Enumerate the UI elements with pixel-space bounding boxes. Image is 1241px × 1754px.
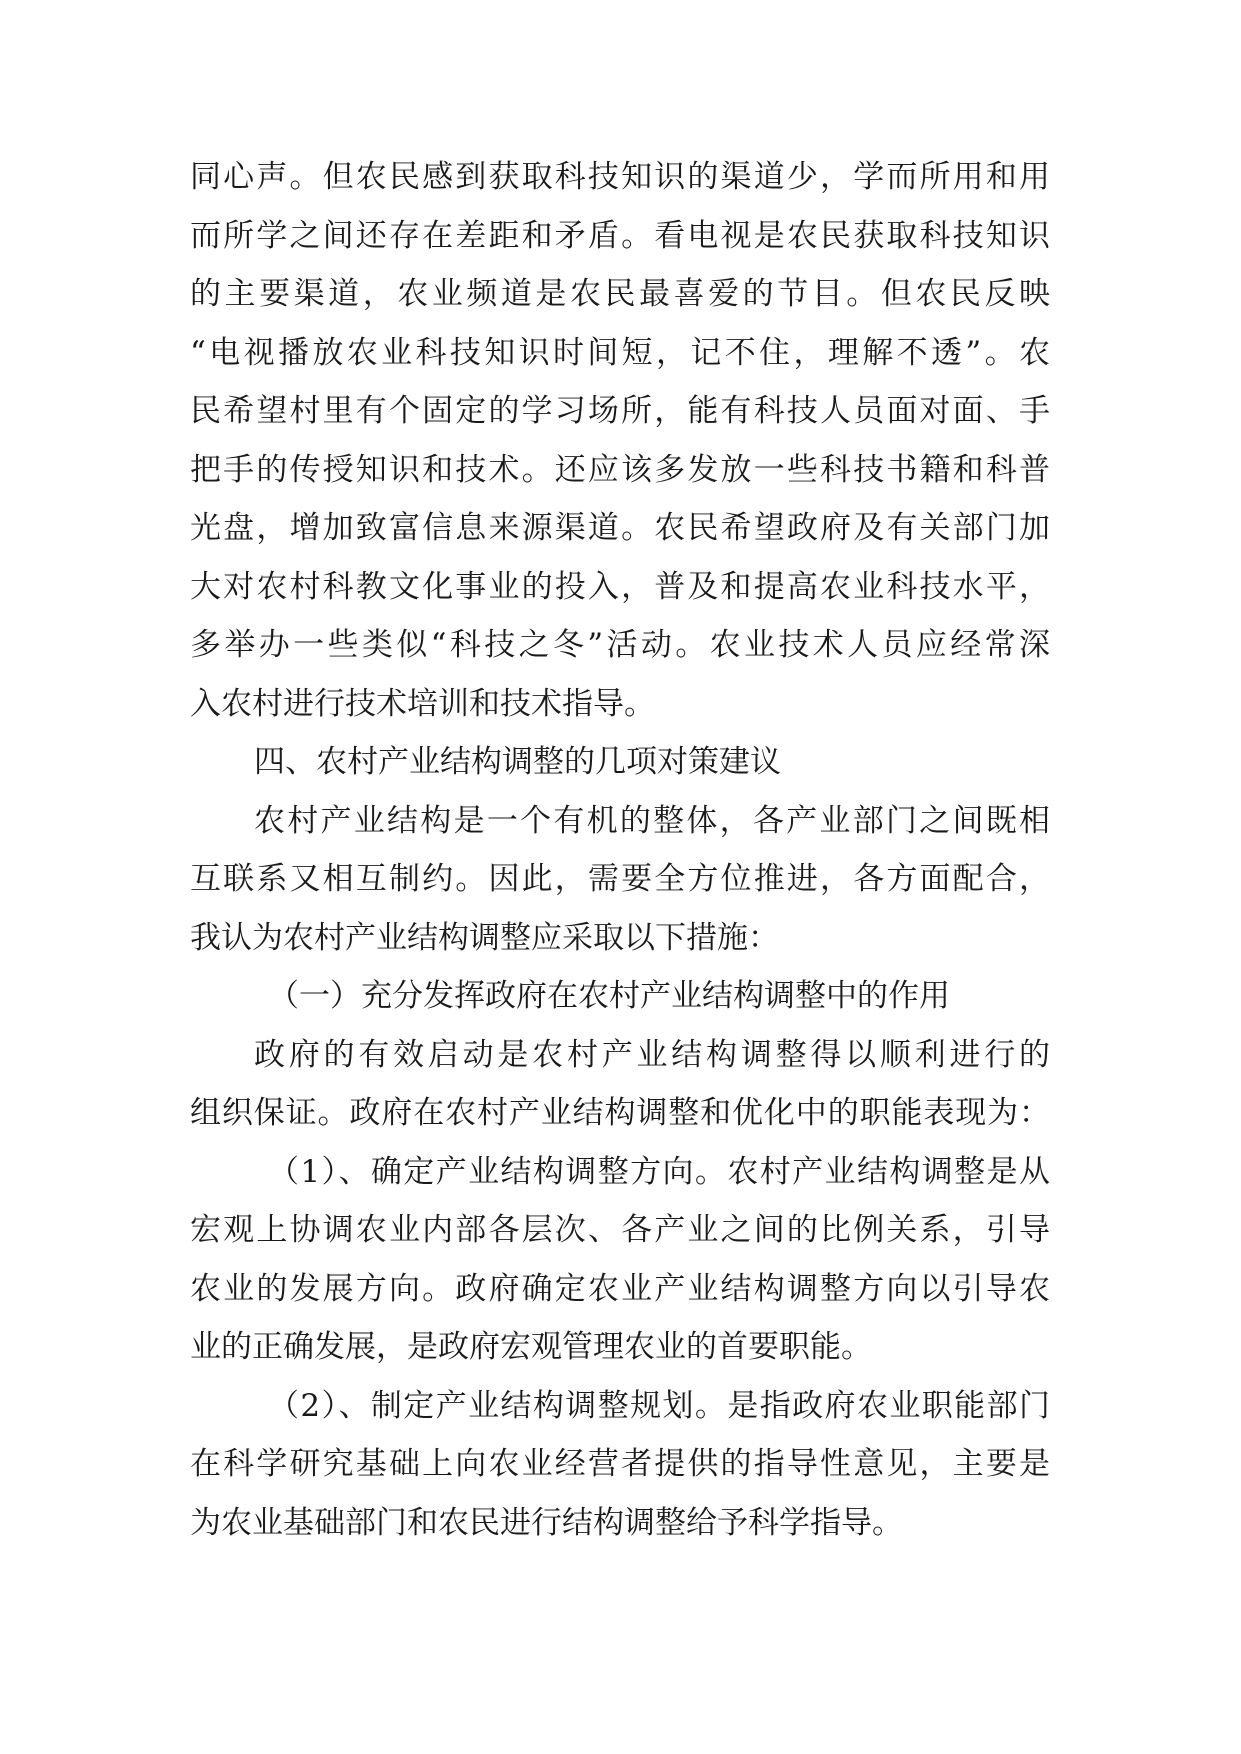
document-body	[190, 148, 1050, 1552]
subsection-heading: （一）充分发挥政府在农村产业结构调整中的作用	[268, 978, 950, 1014]
section-heading: 四、农村产业结构调整的几项对策建议	[254, 744, 781, 780]
paragraph-start: 政府的有效启动是农村产业结构调整得以顺利进行的	[254, 1036, 1050, 1073]
text-line: 为农业基础部门和农民进行结构调整给予科学指导。	[190, 1504, 903, 1541]
list-item-2-start: （2）、制定产业结构调整规划。是指政府农业职能部门	[268, 1387, 1050, 1424]
text-line: 多举办一些类似“科技之冬”活动。农业技术人员应经常深	[190, 627, 1050, 663]
text-line: 民希望村里有个固定的学习场所，能有科技人员面对面、手	[190, 393, 1050, 429]
text-line: 同心声。但农民感到获取科技知识的渠道少，学而所用和用	[190, 159, 1050, 195]
text-line: 业的正确发展，是政府宏观管理农业的首要职能。	[190, 1329, 872, 1365]
text-line: 大对农村科教文化事业的投入，普及和提高农业科技水平，	[190, 568, 1050, 605]
text-line: 入农村进行技术培训和技术指导。	[190, 685, 655, 722]
text-line: 光盘，增加致富信息来源渠道。农民希望政府及有关部门加	[190, 510, 1050, 546]
text-line: 农业的发展方向。政府确定农业产业结构调整方向以引导农	[190, 1270, 1050, 1307]
text-line: 在科学研究基础上向农业经营者提供的指导性意见，主要是	[190, 1446, 1050, 1482]
text-line: 组织保证。政府在农村产业结构调整和优化中的职能表现为：	[190, 1095, 1050, 1131]
text-line: 的主要渠道，农业频道是农民最喜爱的节目。但农民反映	[190, 276, 1050, 312]
paragraph-start: 农村产业结构是一个有机的整体，各产业部门之间既相	[254, 802, 1050, 839]
list-item-1-start: （1）、确定产业结构调整方向。农村产业结构调整是从	[268, 1153, 1050, 1190]
text-line: “电视播放农业科技知识时间短，记不住，理解不透”。农	[190, 334, 1050, 371]
text-line: 宏观上协调农业内部各层次、各产业之间的比例关系，引导	[190, 1212, 1050, 1248]
text-line: 把手的传授知识和技术。还应该多发放一些科技书籍和科普	[190, 451, 1050, 488]
text-line: 我认为农村产业结构调整应采取以下措施：	[190, 919, 779, 956]
text-line: 互联系又相互制约。因此，需要全方位推进，各方面配合，	[190, 861, 1050, 897]
text-line: 而所学之间还存在差距和矛盾。看电视是农民获取科技知识	[190, 217, 1050, 254]
